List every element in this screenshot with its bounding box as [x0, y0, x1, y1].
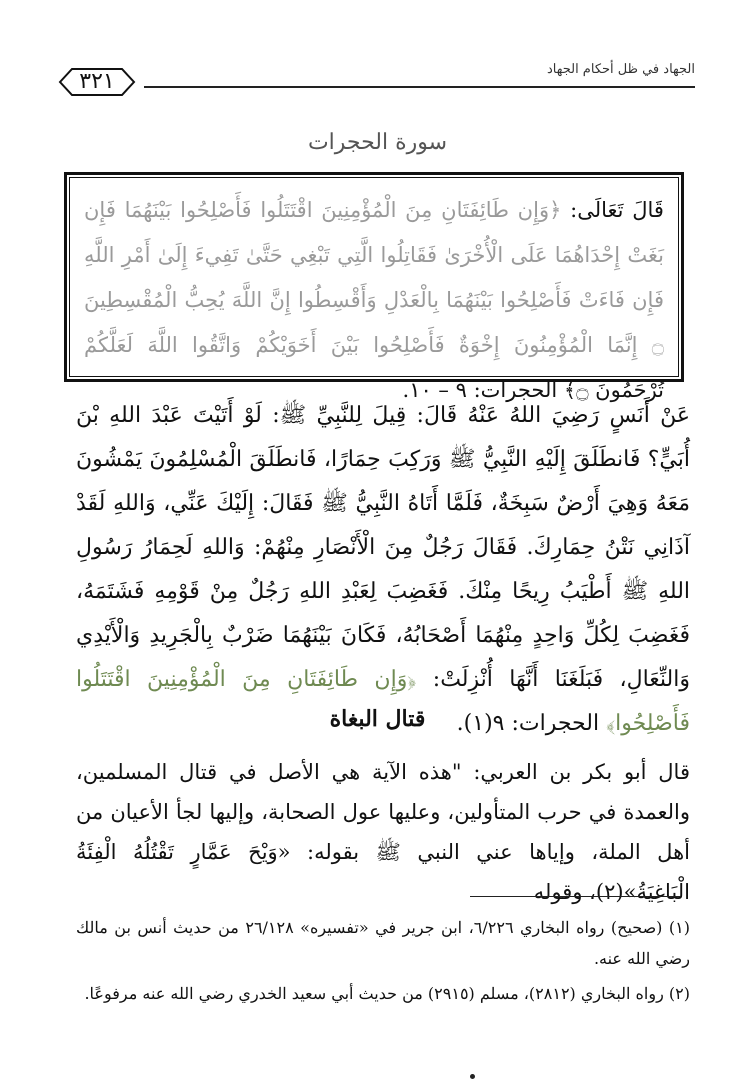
- hadith-line: فَانطَلَقَ إِلَيْهِ النَّبِيُّ ﷺ وَرَكِبَ حِمَارًا، فَانطَلَقَ الْمُسْلِمُونَ يَمْشُونَ مَعَهُ وَهِيَ أَرْضٌ: [76, 447, 691, 516]
- hadith-verse: ﴿وَإِن طَائِفَتَانِ مِنَ الْمُؤْمِنِينَ اقْتَتَلُوا فَأَصْلِحُوا﴾: [76, 667, 690, 736]
- section-title: قتال البغاة: [329, 706, 426, 732]
- hadith-line: عَنْ أَنَسٍ رَضِيَ اللهُ عَنْهُ قَالَ: قِيلَ لِلنَّبِيِّ ﷺ: لَوْ أَتَيْتَ عَبْدَ اللهِ بْنَ أُبَيٍّ؟: [76, 403, 690, 472]
- page-number-text: ٣٢١: [79, 69, 115, 94]
- footnotes: [76, 912, 690, 1013]
- paragraph-line: قال أبو بكر بن العربي: "هذه الآية هي الأصل في قتال المسلمين،: [76, 760, 690, 784]
- hadith-line: ضَرْبٌ بِالْجَرِيدِ وَالْأَيْدِي وَالنِّعَالِ، فَبَلَغَنَا أَنَّهَا أُنْزِلَتْ:: [76, 623, 690, 692]
- verse-line-4: تُرْحَمُونَ ۝﴾: [563, 378, 664, 402]
- surah-title: سورة الحجرات: [307, 130, 448, 155]
- footnote-item: (١) (صحيح) رواه البخاري ٦/٢٢٦، ابن جرير في «تفسيره» ٢٦/١٢٨ من حديث أنس بن مالك رضي الله عنه.: [76, 918, 690, 968]
- running-title: الجهاد في ظل أحكام الجهاد: [539, 62, 695, 77]
- commentary-paragraph: [76, 752, 690, 912]
- verse-line-2: الْأُخْرَىٰ فَقَاتِلُوا الَّتِي تَبْغِي حَتَّىٰ تَفِيءَ إِلَىٰ أَمْرِ اللَّهِ فَإِن فَاءَتْ فَأَصْلِحُوا بَيْنَهُمَا بِالْعَدْلِ وَأَقْسِطُوا إِنَّ: [84, 243, 664, 312]
- page-header: [50, 62, 695, 94]
- page-number: [50, 66, 144, 98]
- hadith-line: سَبِخَةٌ، فَلَمَّا أَتَاهُ النَّبِيُّ ﷺ فَقَالَ: إِلَيْكَ عَنِّي، وَاللهِ لَقَدْ آذَانِي نَتْنُ حِمَارِكَ. فَقَالَ: [76, 491, 690, 560]
- verse-reference: الحجرات: ٩ – ١٠.: [402, 378, 558, 402]
- footnote-divider: [470, 896, 680, 897]
- verse-intro: قَالَ تَعَالَى:: [570, 198, 664, 222]
- header-rule: [50, 86, 695, 88]
- quran-verse-box: [64, 172, 684, 402]
- hadith-line: رَجُلٌ مِنَ الْأَنْصَارِ مِنْهُمْ: وَاللهِ لَحِمَارُ رَسُولِ اللهِ ﷺ أَطْيَبُ رِيحًا مِنْكَ. فَغَضِبَ: [76, 535, 691, 604]
- verse-line-3: اللَّهَ يُحِبُّ الْمُقْسِطِينَ ۝ إِنَّمَا الْمُؤْمِنُونَ إِخْوَةٌ فَأَصْلِحُوا بَيْنَ أَخَوَيْكُمْ وَاتَّقُوا اللَّهَ لَعَلَّكُمْ: [84, 288, 664, 357]
- footnote-item: (٢) رواه البخاري (٢٨١٢)، مسلم (٢٩١٥) من حديث أبي سعيد الخدري رضي الله عنه مرفوعًا.: [84, 984, 690, 1003]
- verse-box-inner: [69, 177, 679, 402]
- hadith-text: [76, 394, 690, 746]
- page-dot: [470, 1074, 475, 1079]
- paragraph-line: والعمدة في حرب المتأولين، وعليها عول الصحابة، وإليها لجأ الأعيان من: [76, 800, 690, 824]
- paragraph-line: أهل الملة، وإياها عني النبي ﷺ بقوله: «وَيْحَ عَمَّارٍ تَقْتُلُهُ الْفِئَةُ الْبَاغِيَةُ»(٢)، وقوله: [76, 840, 690, 904]
- verse-line-1: ﴿وَإِن طَائِفَتَانِ مِنَ الْمُؤْمِنِينَ اقْتَتَلُوا فَأَصْلِحُوا بَيْنَهُمَا فَإِن بَغَتْ إِحْدَاهُمَا عَلَى: [84, 198, 664, 267]
- hadith-reference: الحجرات: ٩(١).: [456, 711, 600, 736]
- hadith-line: لِعَبْدِ اللهِ رَجُلٌ مِنْ قَوْمِهِ فَشَتَمَهُ، فَغَضِبَ لِكُلِّ وَاحِدٍ مِنْهُمَا أَصْحَابُهُ، فَكَانَ بَيْنَهُمَا: [76, 579, 690, 648]
